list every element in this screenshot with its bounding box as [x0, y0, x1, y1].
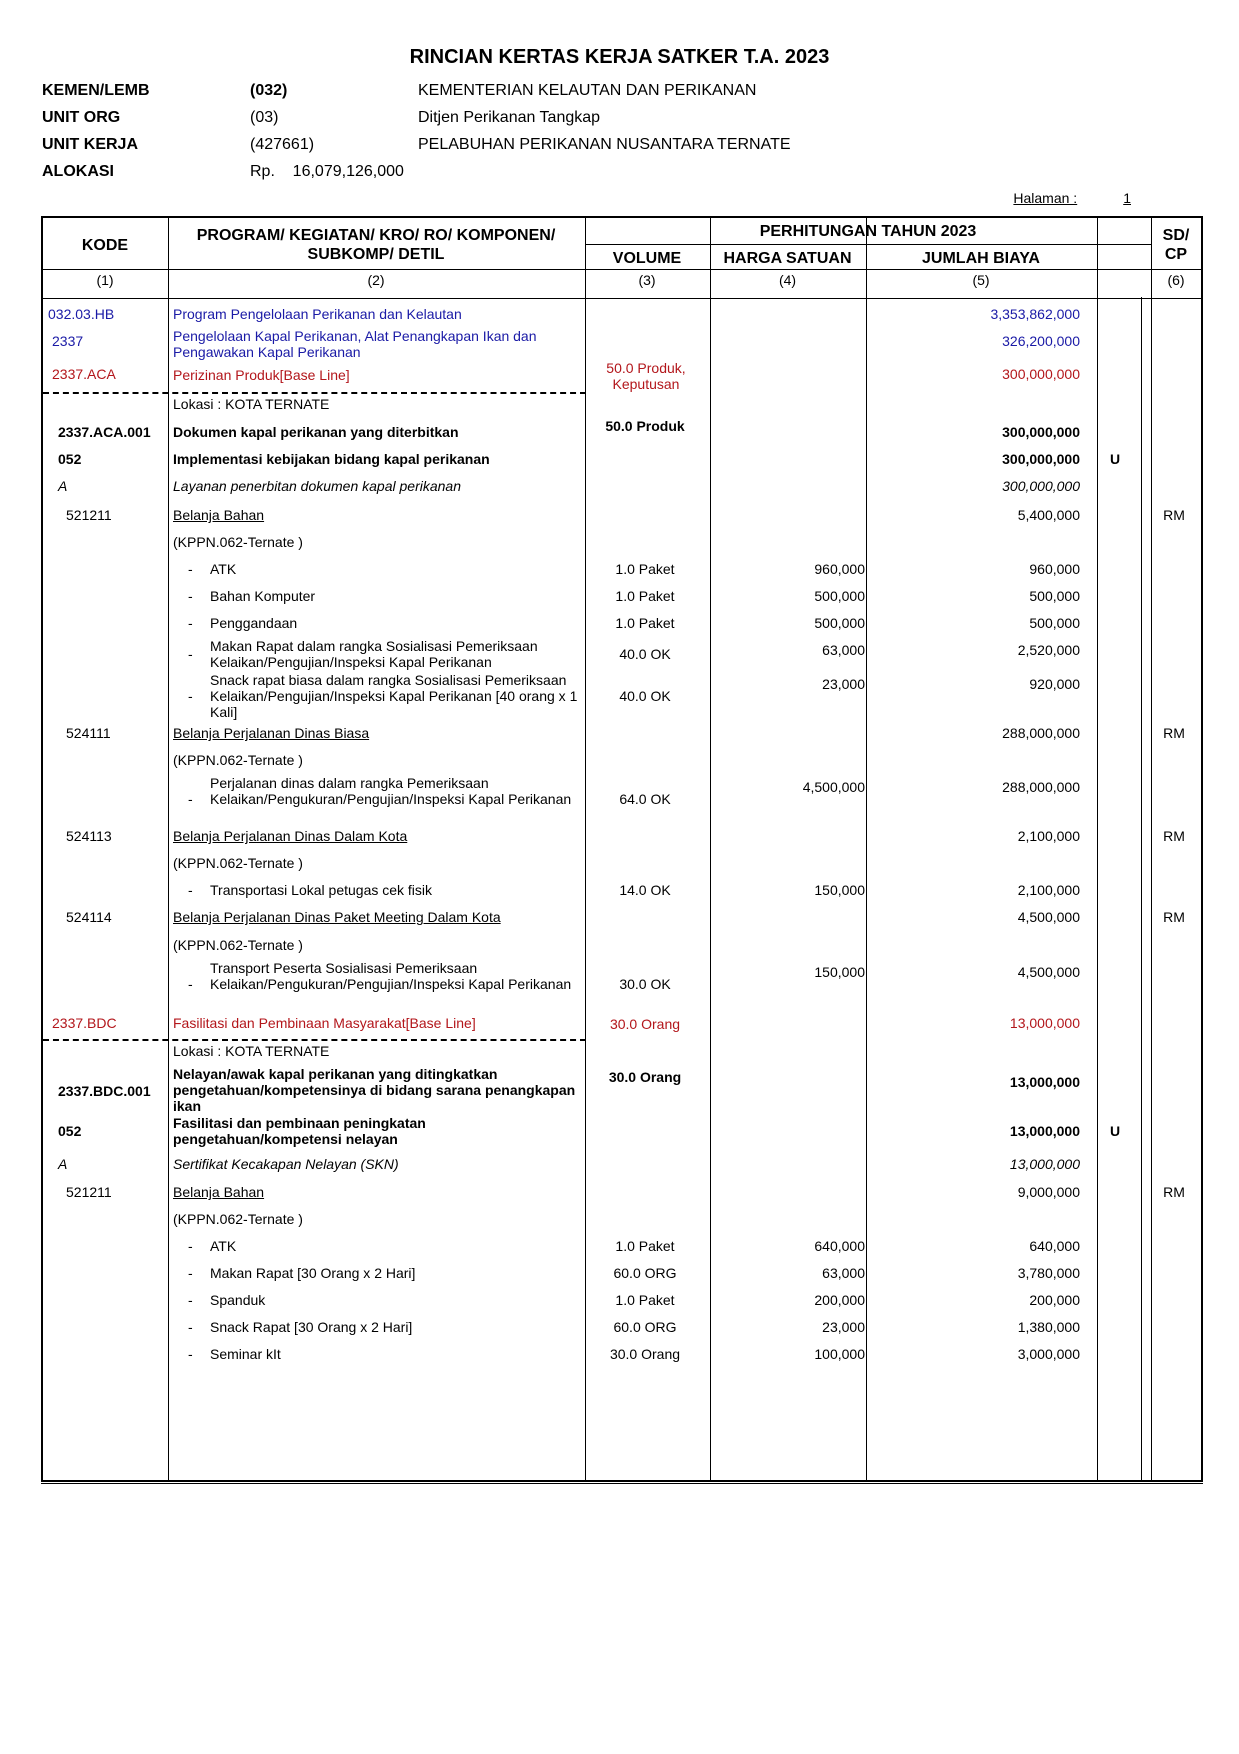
col-number-6: (6) [1167, 272, 1185, 288]
meta-label: KEMEN/LEMB [42, 82, 150, 99]
item-volume: 1.0 Paket [615, 588, 675, 604]
item-volume: 30.0 Orang [609, 1346, 681, 1362]
dashed-separator [43, 392, 586, 394]
header-program: PROGRAM/ KEGIATAN/ KRO/ RO/ KOMPONEN/ SUBKOMP/ DETIL [196, 227, 556, 263]
row-kppn: (KPPN.062-Ternate ) [173, 1211, 303, 1227]
row-code: 032.03.HB [48, 306, 115, 322]
item-volume: 1.0 Paket [615, 561, 675, 577]
item-unit-price: 23,000 [822, 1319, 865, 1335]
col-divider [168, 218, 169, 1480]
item-description: Transport Peserta Sosialisasi Pemeriksaan Kelaikan/Pengukuran/Pengujian/Inspeksi Kapal Perikanan [210, 960, 572, 992]
row-flag: U [1109, 451, 1121, 467]
row-source: RM [1163, 725, 1185, 741]
item-dash: - [188, 1319, 193, 1335]
page-value: 1 [1123, 190, 1131, 206]
meta-code: (032) [250, 82, 288, 99]
item-description: Makan Rapat dalam rangka Sosialisasi Pemeriksaan Kelaikan/Pengujian/Inspeksi Kapal Perikanan [210, 638, 538, 670]
item-amount: 500,000 [1029, 615, 1080, 631]
item-amount: 920,000 [1029, 676, 1080, 692]
col-divider [1097, 218, 1098, 1480]
row-code: 521211 [66, 1184, 112, 1200]
header-perhitungan: PERHITUNGAN TAHUN 2023 [759, 223, 977, 240]
dashed-separator [43, 1039, 586, 1041]
item-amount: 4,500,000 [1017, 964, 1080, 980]
row-amount: 288,000,000 [1002, 725, 1080, 741]
item-dash: - [188, 882, 193, 898]
header-divider [43, 269, 1201, 270]
item-description: ATK [210, 561, 237, 577]
item-amount: 200,000 [1029, 1292, 1080, 1308]
item-unit-price: 63,000 [822, 1265, 865, 1281]
row-description: Perizinan Produk[Base Line] [173, 367, 350, 383]
row-description: Belanja Perjalanan Dinas Dalam Kota [173, 828, 408, 844]
item-dash: - [188, 1238, 193, 1254]
row-source: RM [1163, 828, 1185, 844]
item-unit-price: 63,000 [822, 642, 865, 658]
item-description: Snack Rapat [30 Orang x 2 Hari] [210, 1319, 413, 1335]
meta-label: UNIT KERJA [42, 136, 139, 153]
document-title: RINCIAN KERTAS KERJA SATKER T.A. 2023 [409, 46, 830, 68]
item-volume: 40.0 OK [619, 646, 671, 662]
item-volume: 1.0 Paket [615, 1292, 675, 1308]
item-unit-price: 100,000 [814, 1346, 865, 1362]
row-code: 2337.BDC [52, 1015, 117, 1031]
page-label: Halaman : [1013, 190, 1078, 206]
flag-divider [1141, 297, 1142, 1480]
item-description: Bahan Komputer [210, 588, 316, 604]
col-number-1: (1) [96, 272, 114, 288]
header-volume: VOLUME [612, 250, 682, 267]
row-kppn: (KPPN.062-Ternate ) [173, 752, 303, 768]
row-description: Fasilitasi dan pembinaan peningkatan pengetahuan/kompetensi nelayan [173, 1115, 426, 1147]
row-amount: 300,000,000 [1002, 424, 1080, 440]
row-code: A [58, 478, 68, 494]
item-description: ATK [210, 1238, 237, 1254]
row-code: 521211 [66, 507, 112, 523]
item-unit-price: 150,000 [814, 882, 865, 898]
row-source: RM [1163, 909, 1185, 925]
row-code: 052 [58, 451, 82, 467]
header-kode: KODE [81, 237, 129, 254]
row-code: 2337.ACA [52, 366, 116, 382]
meta-name: KEMENTERIAN KELAUTAN DAN PERIKANAN [418, 82, 757, 99]
row-location: Lokasi : KOTA TERNATE [173, 396, 330, 412]
row-description: Layanan penerbitan dokumen kapal perikanan [173, 478, 461, 494]
row-code: A [58, 1156, 68, 1172]
row-amount: 300,000,000 [1002, 478, 1080, 494]
item-amount: 3,780,000 [1017, 1265, 1080, 1281]
row-code: 2337.BDC.001 [58, 1083, 151, 1099]
item-dash: - [188, 646, 193, 662]
row-volume: 30.0 Orang [608, 1069, 682, 1085]
row-code: 524114 [66, 909, 112, 925]
item-unit-price: 23,000 [822, 676, 865, 692]
item-unit-price: 500,000 [814, 615, 865, 631]
item-volume: 14.0 OK [619, 882, 671, 898]
item-volume: 60.0 ORG [613, 1265, 677, 1281]
row-description: Program Pengelolaan Perikanan dan Kelautan [173, 306, 462, 322]
row-amount: 326,200,000 [1002, 333, 1080, 349]
item-dash: - [188, 1346, 193, 1362]
row-kppn: (KPPN.062-Ternate ) [173, 937, 303, 953]
item-dash: - [188, 976, 193, 992]
header-sdcp: SD/ CP [1162, 227, 1190, 263]
item-unit-price: 500,000 [814, 588, 865, 604]
row-code: 524111 [66, 725, 111, 741]
row-description: Pengelolaan Kapal Perikanan, Alat Penangkapan Ikan dan Pengawakan Kapal Perikanan [173, 328, 537, 360]
meta-label: ALOKASI [42, 163, 114, 180]
row-kppn: (KPPN.062-Ternate ) [173, 534, 303, 550]
item-unit-price: 200,000 [814, 1292, 865, 1308]
row-amount: 3,353,862,000 [990, 306, 1080, 322]
item-dash: - [188, 588, 193, 604]
row-volume: 50.0 Produk, Keputusan [606, 360, 686, 392]
item-amount: 2,100,000 [1017, 882, 1080, 898]
col-number-4: (4) [778, 272, 797, 288]
row-amount: 4,500,000 [1017, 909, 1080, 925]
item-dash: - [188, 791, 193, 807]
row-description: Implementasi kebijakan bidang kapal perikanan [173, 451, 490, 467]
item-volume: 1.0 Paket [615, 1238, 675, 1254]
row-description: Belanja Bahan [173, 507, 265, 523]
item-volume: 30.0 OK [619, 976, 671, 992]
item-description: Makan Rapat [30 Orang x 2 Hari] [210, 1265, 416, 1281]
row-description: Belanja Bahan [173, 1184, 265, 1200]
item-dash: - [188, 1292, 193, 1308]
row-description: Sertifikat Kecakapan Nelayan (SKN) [173, 1156, 399, 1172]
col-divider [585, 218, 586, 1480]
item-unit-price: 150,000 [814, 964, 865, 980]
meta-code: (03) [250, 109, 279, 126]
meta-code: Rp. 16,079,126,000 [250, 163, 404, 180]
item-unit-price: 960,000 [814, 561, 865, 577]
row-code: 2337.ACA.001 [58, 424, 151, 440]
row-amount: 300,000,000 [1002, 451, 1080, 467]
meta-label: UNIT ORG [42, 109, 121, 126]
col-divider [1151, 218, 1152, 1480]
meta-name: PELABUHAN PERIKANAN NUSANTARA TERNATE [418, 136, 791, 153]
row-amount: 13,000,000 [1009, 1123, 1080, 1139]
item-description: Seminar kIt [210, 1346, 281, 1362]
row-source: RM [1163, 507, 1185, 523]
row-amount: 5,400,000 [1017, 507, 1080, 523]
row-kppn: (KPPN.062-Ternate ) [173, 855, 303, 871]
item-dash: - [188, 1265, 193, 1281]
item-description: Spanduk [210, 1292, 266, 1308]
col-number-3: (3) [638, 272, 656, 288]
row-amount: 13,000,000 [1009, 1156, 1080, 1172]
row-amount: 9,000,000 [1017, 1184, 1080, 1200]
item-volume: 1.0 Paket [615, 615, 675, 631]
item-volume: 60.0 ORG [613, 1319, 677, 1335]
item-amount: 500,000 [1029, 588, 1080, 604]
row-amount: 13,000,000 [1009, 1074, 1080, 1090]
col-divider [710, 218, 711, 1480]
row-location: Lokasi : KOTA TERNATE [173, 1043, 330, 1059]
row-description: Fasilitasi dan Pembinaan Masyarakat[Base Line] [173, 1015, 476, 1031]
row-amount: 300,000,000 [1002, 366, 1080, 382]
item-unit-price: 4,500,000 [802, 779, 865, 795]
row-code: 2337 [52, 333, 84, 349]
row-volume: 30.0 Orang [609, 1016, 681, 1032]
number-row-divider [43, 298, 1201, 299]
row-code: 524113 [66, 828, 112, 844]
bottom-rule [41, 1483, 1203, 1484]
meta-code: (427661) [250, 136, 315, 153]
row-amount: 2,100,000 [1017, 828, 1080, 844]
item-amount: 288,000,000 [1002, 779, 1080, 795]
item-volume: 64.0 OK [619, 791, 671, 807]
col-number-2: (2) [367, 272, 385, 288]
row-description: Nelayan/awak kapal perikanan yang ditingkatkan pengetahuan/kompetensinya di bidang sarana penangkapan ikan [173, 1066, 576, 1114]
item-description: Snack rapat biasa dalam rangka Sosialisasi Pemeriksaan Kelaikan/Pengujian/Inspeksi Kapal Perikanan [40 orang x 1 Kali] [210, 672, 578, 720]
row-amount: 13,000,000 [1009, 1015, 1080, 1031]
item-amount: 3,000,000 [1017, 1346, 1080, 1362]
col-divider [866, 218, 867, 1480]
item-amount: 960,000 [1029, 561, 1080, 577]
item-description: Penggandaan [210, 615, 298, 631]
meta-name: Ditjen Perikanan Tangkap [418, 109, 601, 126]
item-dash: - [188, 688, 193, 704]
row-description: Belanja Perjalanan Dinas Paket Meeting Dalam Kota [173, 909, 501, 925]
item-amount: 2,520,000 [1017, 642, 1080, 658]
item-amount: 1,380,000 [1017, 1319, 1080, 1335]
item-amount: 640,000 [1029, 1238, 1080, 1254]
header-harga: HARGA SATUAN [723, 250, 852, 267]
row-flag: U [1109, 1123, 1121, 1139]
header-subdivider [585, 244, 1151, 245]
item-dash: - [188, 615, 193, 631]
row-volume: 50.0 Produk [605, 418, 685, 434]
col-number-5: (5) [972, 272, 990, 288]
item-dash: - [188, 561, 193, 577]
item-unit-price: 640,000 [814, 1238, 865, 1254]
row-description: Belanja Perjalanan Dinas Biasa [173, 725, 370, 741]
page-number [1013, 190, 1131, 206]
item-volume: 40.0 OK [619, 688, 671, 704]
header-jumlah: JUMLAH BIAYA [922, 250, 1040, 267]
row-source: RM [1163, 1184, 1185, 1200]
item-description: Perjalanan dinas dalam rangka Pemeriksaan Kelaikan/Pengukuran/Pengujian/Inspeksi Kapal Perikanan [210, 775, 572, 807]
row-description: Dokumen kapal perikanan yang diterbitkan [173, 424, 459, 440]
row-code: 052 [58, 1123, 82, 1139]
item-description: Transportasi Lokal petugas cek fisik [210, 882, 433, 898]
